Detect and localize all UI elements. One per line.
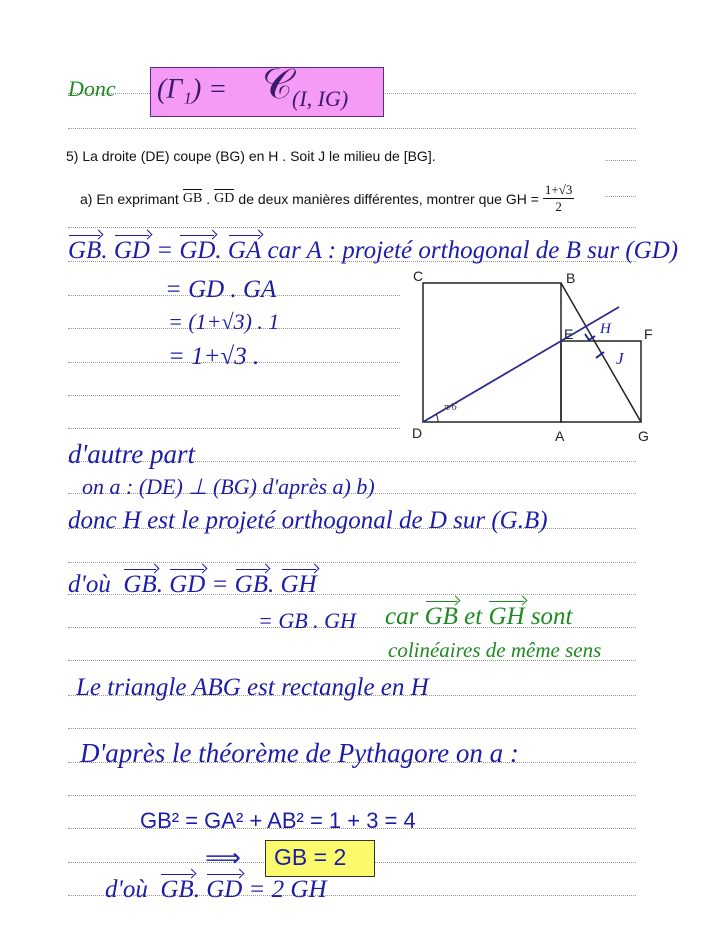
answer-line-14: GB² = GA² + AB² = 1 + 3 = 4 [140,808,416,833]
doù-label: d'où [68,571,111,598]
dot: . [193,876,200,903]
circle-subscript: (I, IG) [292,86,349,111]
equals: = [211,571,229,598]
gamma-label: (Γ₁) = [157,74,228,105]
vector-gb: GB [68,237,102,264]
vector-ga: GA [227,237,262,264]
answer-line-7: donc H est le projeté orthogonal de D sur (G.B) [68,507,548,534]
doù-label: d'où [105,876,148,903]
point-label-g: G [638,428,649,444]
car-label: car [385,603,419,630]
vector-gh: GH [280,571,317,598]
question-5a-prefix: a) En exprimant [80,190,179,207]
vector-gb: GB [160,876,194,903]
point-label-j: J [616,349,624,368]
answer-line-2: = GD . GA [165,276,277,303]
angle-arc [436,414,438,422]
point-label-b: B [566,270,576,286]
implies-arrow: ⟹ [205,845,241,872]
point-label-c: C [413,268,424,284]
donc-label: Donc [68,76,116,101]
point-label-h: H [600,321,611,337]
vector-gd: GD [179,237,216,264]
vector-gd: GD [214,190,235,206]
segment-bg [561,283,641,422]
equals: = [156,237,174,264]
question-5a-text: de deux manières différentes, montrer que GH = [238,190,539,207]
dot: . [215,237,222,264]
answer-line-11: colinéaires de même sens [388,638,602,662]
result-gb: GB = 2 [274,844,347,870]
vector-gd: GD [169,571,206,598]
vector-gd: GD [113,237,150,264]
vector-gb: GB [424,603,458,630]
angle-label: π/6 [444,402,457,413]
justification: car A : projeté orthogonal de B sur (GD) [267,237,679,264]
dot-operator: . [206,190,211,207]
answer-line-3: = (1+√3) . 1 [168,309,280,334]
vector-gd: GD [206,876,243,903]
vector-gb: GB [234,571,268,598]
point-label-f: F [644,326,653,342]
point-label-e: E [564,326,574,342]
vector-gh: GH [488,603,525,630]
answer-line-4: = 1+√3 . [168,343,260,370]
answer-line-9: = GB . GH [258,608,356,633]
point-label-a: A [555,428,565,444]
vector-gb: GB [182,190,203,206]
dot: . [268,571,275,598]
sont-label: sont [530,603,573,630]
vector-gb: GB [123,571,157,598]
answer-line-12: Le triangle ABG est rectangle en H [76,674,429,701]
point-label-d: D [412,425,423,441]
fraction-denominator: 2 [555,199,562,214]
answer-line-5: d'autre part [68,439,196,469]
et-label: et [464,603,483,630]
dot: . [101,237,108,264]
answer-line-6: on a : (DE) ⊥ (BG) d'après a) b) [82,474,375,499]
result-text: = 2 GH [248,876,327,903]
answer-line-13: D'après le théorème de Pythagore on a : [80,738,519,768]
question-5: 5) La droite (DE) coupe (BG) en H . Soit J le milieu de [BG]. [66,148,436,164]
dot: . [156,571,163,598]
circle-symbol: 𝒞 [262,62,293,108]
fraction-numerator: 1+√3 [544,182,573,197]
